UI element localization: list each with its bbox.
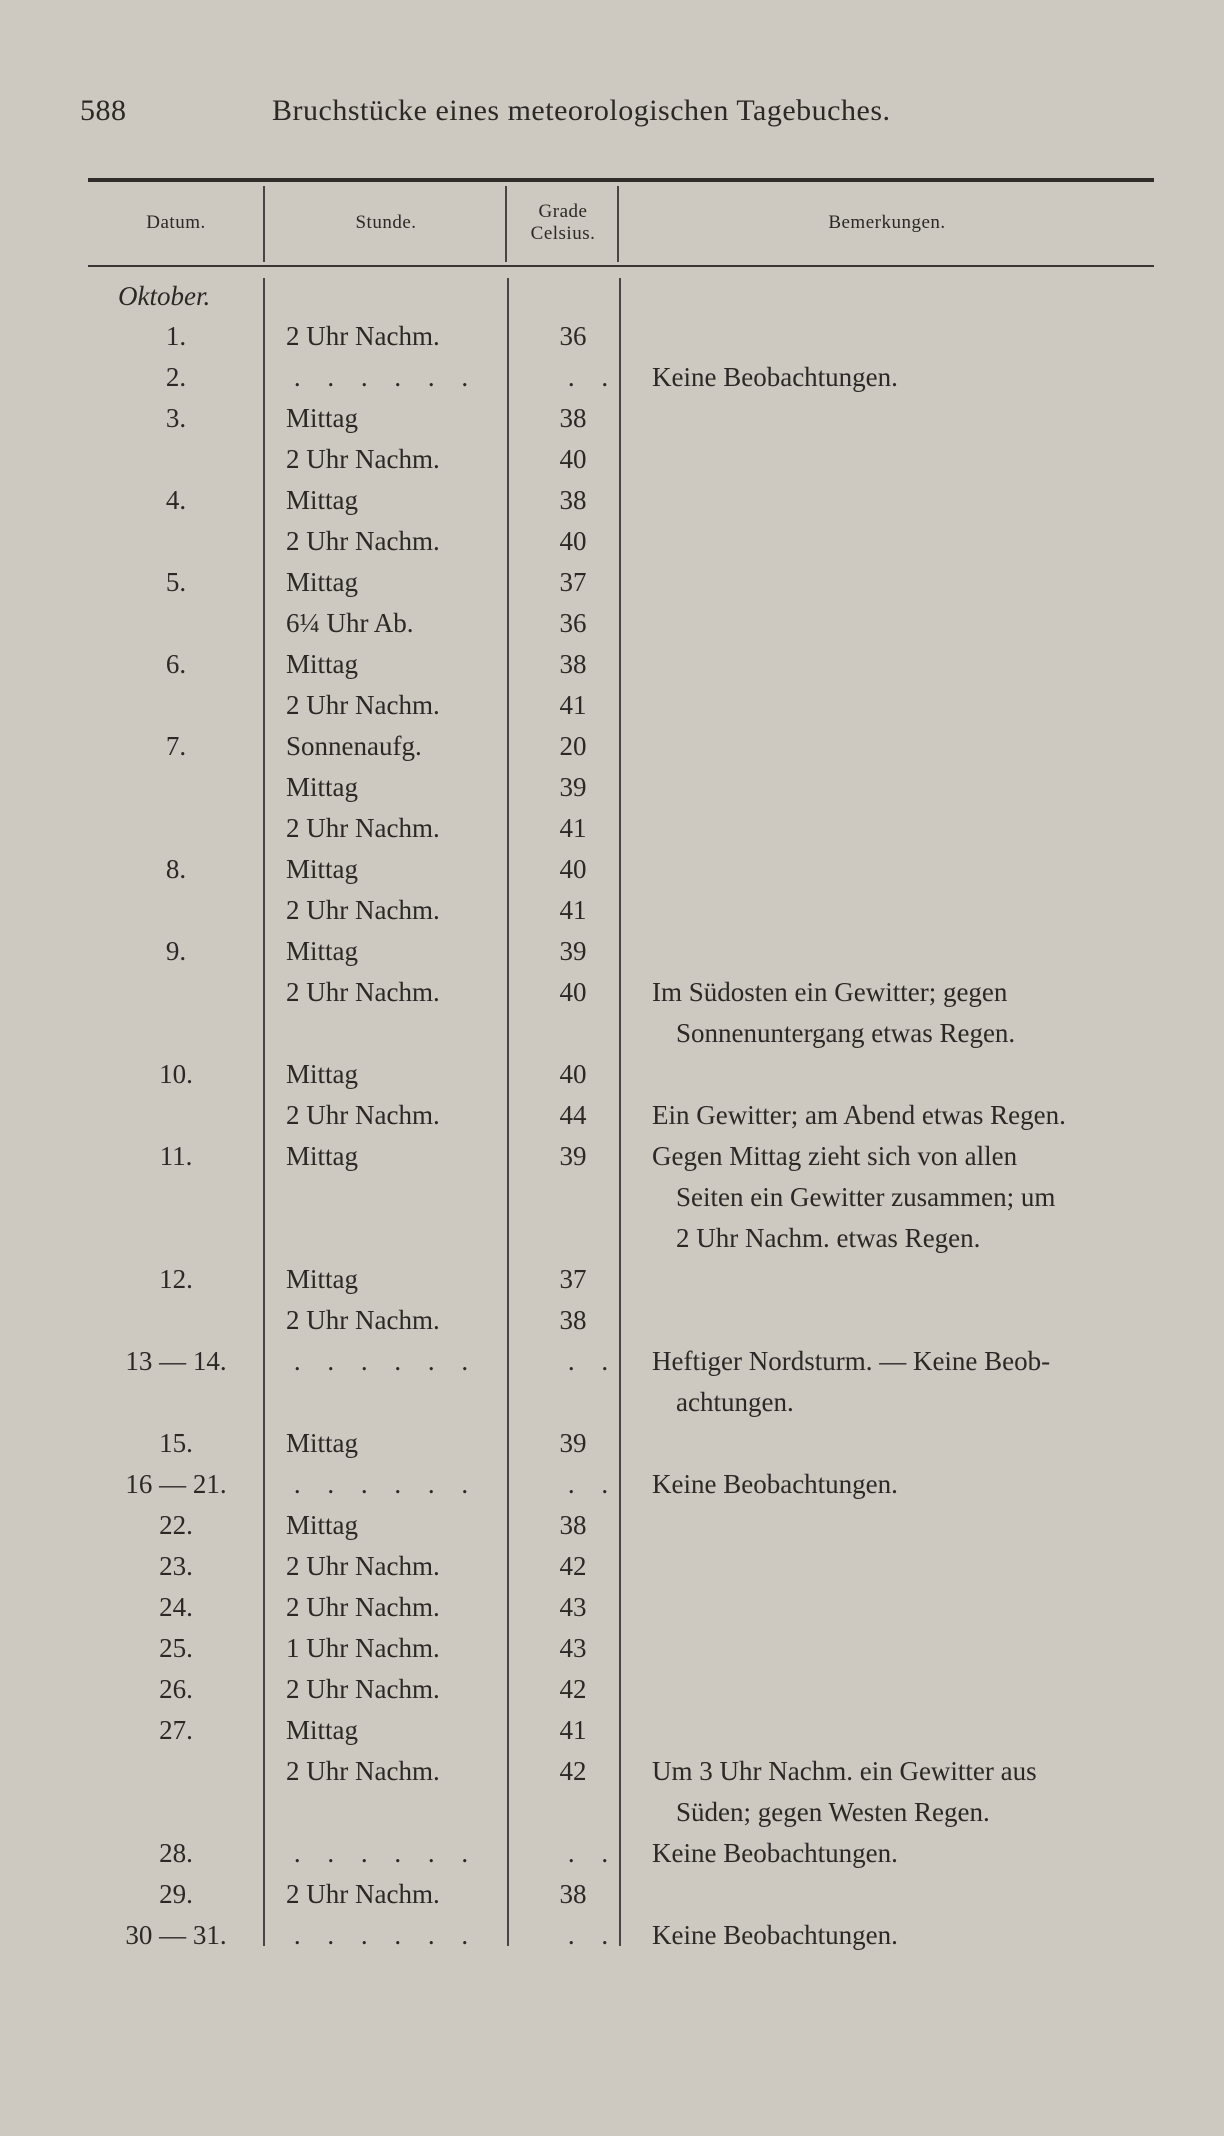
stunde-cell: Mittag	[286, 1428, 358, 1458]
grade-cell: 37	[559, 567, 587, 597]
remark-line: Seiten ein Gewitter zusammen; um	[676, 1182, 1056, 1212]
table-row	[0, 398, 1224, 439]
grade-cell: 40	[559, 977, 587, 1007]
table-row	[0, 685, 1224, 726]
stunde-cell: 2 Uhr Nachm.	[286, 321, 440, 351]
grade-cell: 39	[559, 772, 587, 802]
stunde-cell: 6¼ Uhr Ab.	[286, 608, 414, 638]
remark-line: Heftiger Nordsturm. — Keine Beob-	[652, 1346, 1051, 1376]
remark-line: Sonnenuntergang etwas Regen.	[676, 1018, 1016, 1048]
header-divider	[263, 186, 265, 262]
table-row	[0, 603, 1224, 644]
table-header-rule	[88, 265, 1154, 267]
table-row	[0, 1259, 1224, 1300]
stunde-cell: Sonnenaufg.	[286, 731, 422, 761]
grade-cell: 44	[559, 1100, 587, 1130]
stunde-cell: 2 Uhr Nachm.	[286, 1305, 440, 1335]
grade-cell: 39	[559, 936, 587, 966]
table-row	[0, 1628, 1224, 1669]
stunde-cell: Mittag	[286, 649, 358, 679]
table-row	[0, 726, 1224, 767]
stunde-cell: 2 Uhr Nachm.	[286, 1756, 440, 1786]
datum-cell: 23.	[159, 1551, 193, 1581]
datum-cell: 9.	[165, 936, 187, 966]
table-row	[0, 1095, 1224, 1136]
page-number: 588	[80, 94, 127, 127]
stunde-cell: Mittag	[286, 1141, 358, 1171]
grade-cell: 43	[559, 1633, 587, 1663]
table-row	[0, 890, 1224, 931]
stunde-cell: Mittag	[286, 1715, 358, 1745]
stunde-cell: Mittag	[286, 854, 358, 884]
grade-cell: 41	[559, 895, 587, 925]
grade-cell: 40	[559, 444, 587, 474]
datum-cell: 22.	[159, 1510, 193, 1540]
grade-cell: 42	[559, 1674, 587, 1704]
column-header-bemerkungen: Bemerkungen.	[828, 212, 946, 233]
remark-cell	[652, 1136, 1162, 1259]
grade-cell: 38	[559, 403, 587, 433]
stunde-cell: Mittag	[286, 772, 358, 802]
grade-cell: 41	[559, 813, 587, 843]
datum-cell: 16 — 21.	[125, 1469, 227, 1499]
table-row	[0, 1054, 1224, 1095]
grade-cell: 40	[559, 854, 587, 884]
remark-cell	[652, 972, 1162, 1054]
grade-cell: 38	[559, 1879, 587, 1909]
table-row	[0, 644, 1224, 685]
grade-cell: 40	[559, 526, 587, 556]
grade-cell: . .	[567, 362, 619, 392]
datum-cell: 30 — 31.	[125, 1920, 227, 1950]
table-row	[0, 1710, 1224, 1751]
datum-cell: 3.	[165, 403, 187, 433]
header-divider	[617, 186, 619, 262]
stunde-cell: . . . . . .	[293, 1838, 479, 1868]
table-row	[0, 439, 1224, 480]
table-row	[0, 1587, 1224, 1628]
remark-line: Gegen Mittag zieht sich von allen	[652, 1141, 1018, 1171]
datum-cell: 11.	[159, 1141, 193, 1171]
column-header-grade-line2: Celsius.	[530, 223, 596, 244]
column-header-datum: Datum.	[146, 212, 206, 233]
stunde-cell: 1 Uhr Nachm.	[286, 1633, 440, 1663]
stunde-cell: Mittag	[286, 485, 358, 515]
table-row	[0, 1669, 1224, 1710]
table-row	[0, 767, 1224, 808]
grade-cell: 39	[559, 1428, 587, 1458]
grade-cell: 40	[559, 1059, 587, 1089]
datum-cell: 4.	[165, 485, 187, 515]
column-header-grade-line1: Grade	[538, 201, 588, 222]
stunde-cell: 2 Uhr Nachm.	[286, 1879, 440, 1909]
remark-line: Um 3 Uhr Nachm. ein Gewitter aus	[652, 1756, 1037, 1786]
table-row	[0, 1874, 1224, 1915]
stunde-cell: 2 Uhr Nachm.	[286, 895, 440, 925]
remark-cell: Keine Beobachtungen.	[652, 362, 898, 392]
datum-cell: 12.	[159, 1264, 193, 1294]
grade-cell: 41	[559, 690, 587, 720]
table-row	[0, 1833, 1224, 1874]
stunde-cell: 2 Uhr Nachm.	[286, 1100, 440, 1130]
remark-line: achtungen.	[676, 1387, 794, 1417]
remark-cell	[652, 1341, 1162, 1423]
stunde-cell: 2 Uhr Nachm.	[286, 1551, 440, 1581]
table-row	[0, 1423, 1224, 1464]
grade-cell: 39	[559, 1141, 587, 1171]
stunde-cell: Mittag	[286, 1264, 358, 1294]
grade-cell: . .	[567, 1469, 619, 1499]
stunde-cell: . . . . . .	[293, 362, 479, 392]
grade-cell: 43	[559, 1592, 587, 1622]
stunde-cell: 2 Uhr Nachm.	[286, 1674, 440, 1704]
running-header	[80, 94, 980, 134]
datum-cell: 25.	[159, 1633, 193, 1663]
remark-line: Süden; gegen Westen Regen.	[676, 1797, 990, 1827]
stunde-cell: Mittag	[286, 567, 358, 597]
remark-cell: Ein Gewitter; am Abend etwas Regen.	[652, 1100, 1066, 1130]
remark-cell: Keine Beobachtungen.	[652, 1838, 898, 1868]
remark-line: Im Südosten ein Gewitter; gegen	[652, 977, 1008, 1007]
table-row	[0, 1464, 1224, 1505]
datum-cell: 2.	[165, 362, 187, 392]
grade-cell: 38	[559, 1305, 587, 1335]
stunde-cell: . . . . . .	[293, 1920, 479, 1950]
datum-cell: 6.	[165, 649, 187, 679]
stunde-cell: Mittag	[286, 403, 358, 433]
stunde-cell: 2 Uhr Nachm.	[286, 444, 440, 474]
table-row	[0, 480, 1224, 521]
month-row	[0, 276, 1224, 317]
datum-cell: 5.	[165, 567, 187, 597]
remark-cell: Keine Beobachtungen.	[652, 1469, 898, 1499]
stunde-cell: 2 Uhr Nachm.	[286, 690, 440, 720]
stunde-cell: 2 Uhr Nachm.	[286, 526, 440, 556]
table-row	[0, 1505, 1224, 1546]
datum-cell: 1.	[165, 321, 187, 351]
grade-cell: . .	[567, 1838, 619, 1868]
grade-cell: 41	[559, 1715, 587, 1745]
remark-cell: Keine Beobachtungen.	[652, 1920, 898, 1950]
table-row	[0, 316, 1224, 357]
remark-line: 2 Uhr Nachm. etwas Regen.	[676, 1223, 981, 1253]
datum-cell: 10.	[159, 1059, 193, 1089]
stunde-cell: 2 Uhr Nachm.	[286, 1592, 440, 1622]
datum-cell: 27.	[159, 1715, 193, 1745]
stunde-cell: 2 Uhr Nachm.	[286, 813, 440, 843]
datum-cell: 24.	[159, 1592, 193, 1622]
datum-cell: 8.	[165, 854, 187, 884]
table-row	[0, 1300, 1224, 1341]
table-row	[0, 931, 1224, 972]
stunde-cell: . . . . . .	[293, 1469, 479, 1499]
table-top-rule	[88, 178, 1154, 182]
table-row	[0, 808, 1224, 849]
grade-cell: 42	[559, 1756, 587, 1786]
table-row	[0, 1546, 1224, 1587]
table-row	[0, 562, 1224, 603]
grade-cell: 38	[559, 1510, 587, 1540]
stunde-cell: Mittag	[286, 936, 358, 966]
column-header-stunde: Stunde.	[355, 212, 417, 233]
datum-cell: 29.	[159, 1879, 193, 1909]
column-header-grade	[508, 184, 618, 262]
grade-cell: 38	[559, 649, 587, 679]
grade-cell: 36	[559, 608, 587, 638]
remark-cell	[652, 1751, 1162, 1833]
grade-cell: 38	[559, 485, 587, 515]
table-row	[0, 357, 1224, 398]
stunde-cell: . . . . . .	[293, 1346, 479, 1376]
grade-cell: . .	[567, 1920, 619, 1950]
datum-cell: 26.	[159, 1674, 193, 1704]
datum-cell: 7.	[165, 731, 187, 761]
datum-cell: 15.	[159, 1428, 193, 1458]
grade-cell: 36	[559, 321, 587, 351]
grade-cell: . .	[567, 1346, 619, 1376]
header-divider	[505, 186, 507, 262]
stunde-cell: Mittag	[286, 1059, 358, 1089]
table-row	[0, 521, 1224, 562]
running-title: Bruchstücke eines meteorologischen Tagebuches.	[272, 94, 891, 127]
stunde-cell: 2 Uhr Nachm.	[286, 977, 440, 1007]
grade-cell: 42	[559, 1551, 587, 1581]
month-label: Oktober.	[118, 281, 211, 311]
datum-cell: 13 — 14.	[125, 1346, 227, 1376]
stunde-cell: Mittag	[286, 1510, 358, 1540]
table-row	[0, 1915, 1224, 1956]
grade-cell: 37	[559, 1264, 587, 1294]
datum-cell: 28.	[159, 1838, 193, 1868]
table-row	[0, 849, 1224, 890]
grade-cell: 20	[559, 731, 587, 761]
